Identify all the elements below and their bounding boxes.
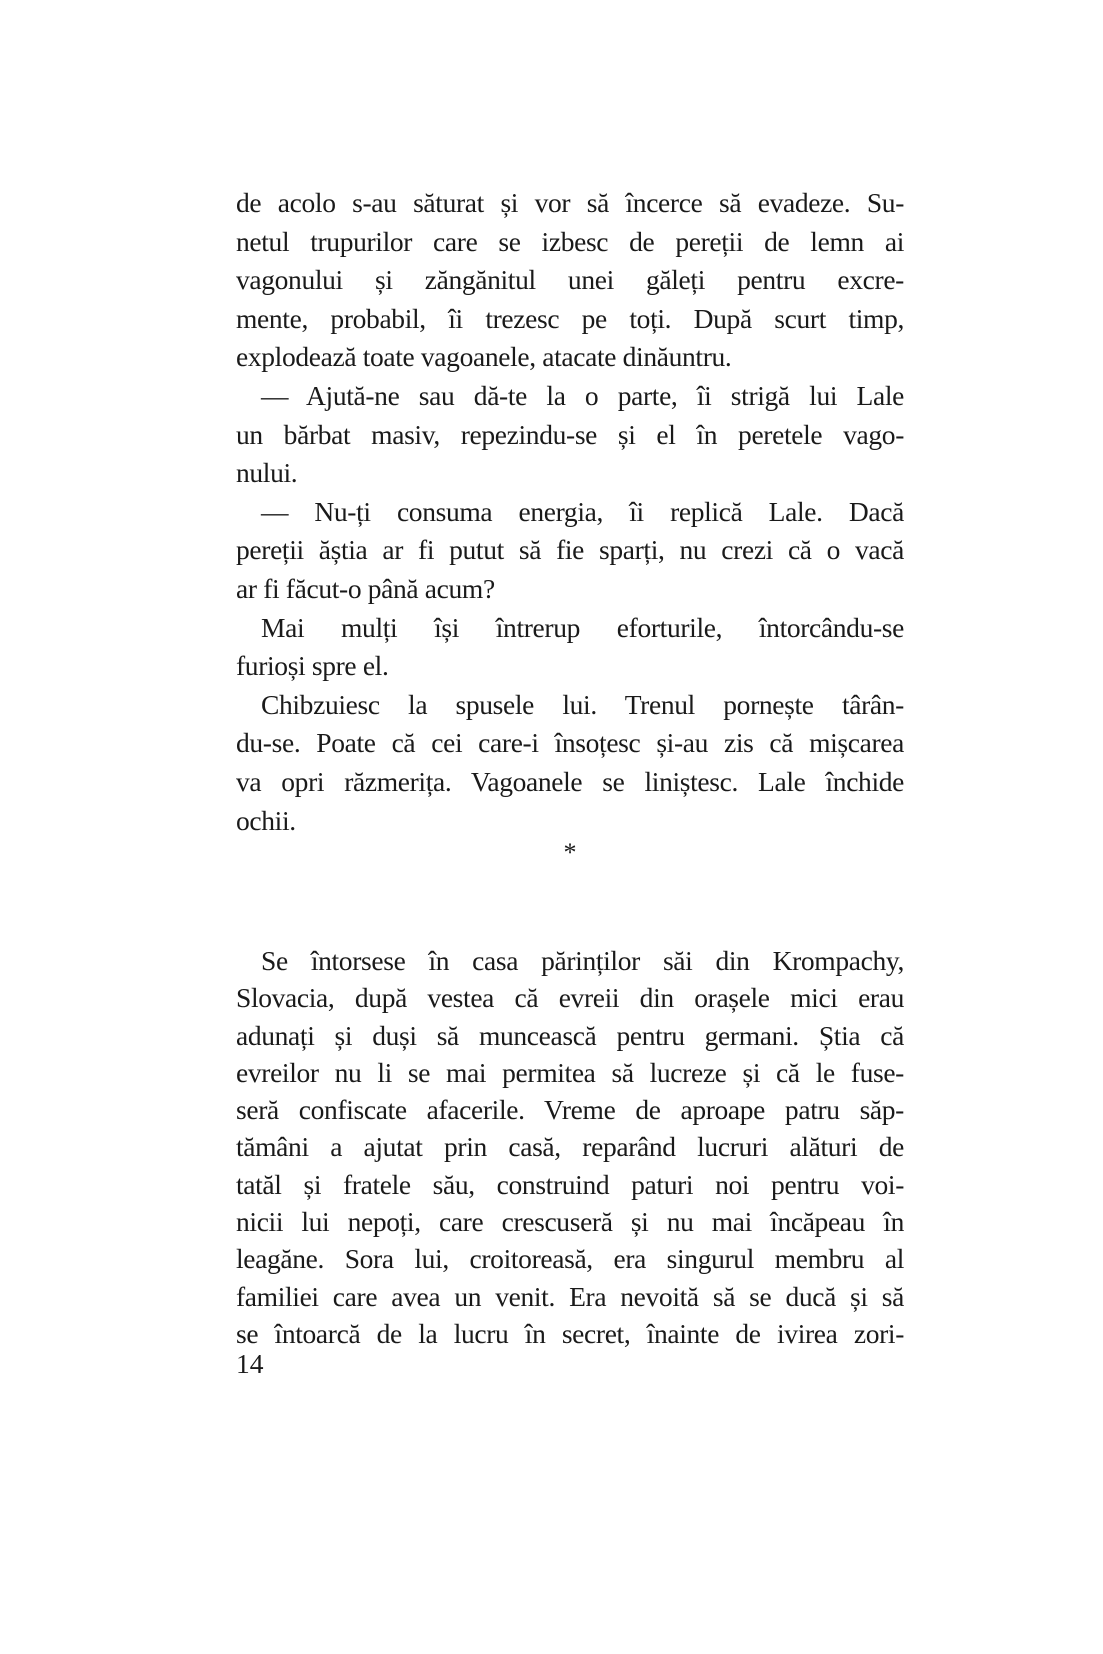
paragraph <box>236 184 904 377</box>
text-section-1 <box>236 184 904 840</box>
text-line: Se întorsese în casa părinților săi din Krompachy, <box>261 945 904 976</box>
text-line: — Nu-ți consuma energia, îi replică Lale. Dacă <box>261 495 904 527</box>
text-line: seră confiscate afacerile. Vreme de aproape patru săp- <box>236 1094 904 1126</box>
text-line: adunați și duși să muncească pentru germani. Știa că <box>236 1019 904 1051</box>
section-break-asterisk: * <box>563 838 577 867</box>
text-line: va opri răzmerița. Vagoanele se liniștesc. Lale închide <box>236 765 904 797</box>
paragraph <box>236 942 904 1352</box>
text-line: un bărbat masiv, repezindu-se și el în peretele vago- <box>236 418 904 450</box>
text-line: tatăl și fratele său, construind paturi noi pentru voi- <box>236 1168 904 1200</box>
text-line: Chibzuiesc la spusele lui. Trenul pornește târân- <box>261 688 904 720</box>
text-line: leagăne. Sora lui, croitoreasă, era singurul membru al <box>236 1243 904 1275</box>
text-line: explodează toate vagoanele, atacate dinăuntru. <box>236 341 732 373</box>
text-line: netul trupurilor care se izbesc de pereții de lemn ai <box>236 225 904 257</box>
paragraph <box>236 686 904 840</box>
paragraph <box>236 609 904 686</box>
text-line: familiei care avea un venit. Era nevoită să se ducă și să <box>236 1280 904 1312</box>
text-line: ochii. <box>236 804 296 836</box>
dialogue-paragraph <box>236 377 904 493</box>
text-line: mente, probabil, îi trezesc pe toți. După scurt timp, <box>236 302 904 334</box>
text-section-2 <box>236 942 904 1352</box>
text-line: Slovacia, după vestea că evreii din orașele mici erau <box>236 982 904 1014</box>
page-number: 14 <box>236 1348 264 1379</box>
text-line: — Ajută-ne sau dă-te la o parte, îi strigă lui Lale <box>261 379 904 411</box>
text-line: furioși spre el. <box>236 650 389 682</box>
text-line: nicii lui nepoți, care crescuseră și nu mai încăpeau în <box>236 1206 904 1238</box>
text-line: du-se. Poate că cei care-i însoțesc și-au zis că mișcarea <box>236 727 904 759</box>
text-line: nului. <box>236 457 298 489</box>
text-line: de acolo s-au săturat și vor să încerce să evadeze. Su- <box>236 187 904 218</box>
text-line: pereții ăștia ar fi putut să fie sparți, nu crezi că o vacă <box>236 534 904 566</box>
text-line: tămâni a ajutat prin casă, reparând lucruri alături de <box>236 1131 904 1163</box>
dialogue-paragraph <box>236 493 904 609</box>
text-line: ar fi făcut-o până acum? <box>236 572 495 604</box>
text-line: vagonului și zăngănitul unei găleți pentru excre- <box>236 264 904 296</box>
text-line: evreilor nu li se mai permitea să lucreze și că le fuse- <box>236 1056 904 1088</box>
text-line: Mai mulți își întrerup eforturile, întorcându-se <box>261 611 904 643</box>
text-line: se întoarcă de la lucru în secret, înainte de ivirea zori- <box>236 1317 904 1349</box>
